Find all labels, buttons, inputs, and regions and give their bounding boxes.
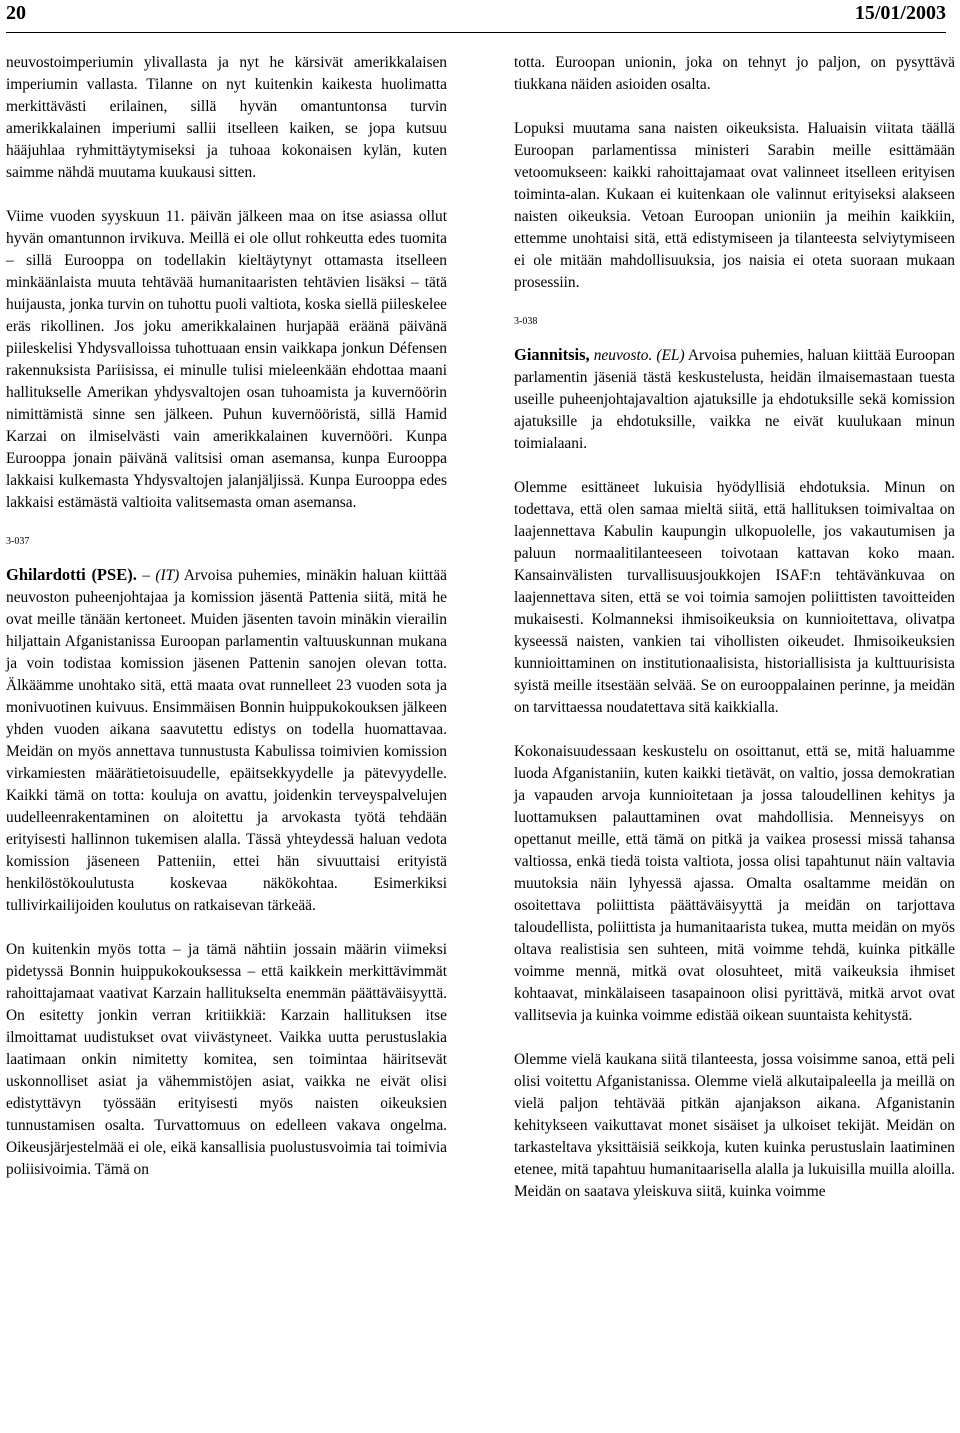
paragraph: Viime vuoden syyskuun 11. päivän jälkeen maa on itse asiassa ollut hyvän omantunnon irvikuva. Meillä ei ole ollut rohkeutta edes tuomita – sillä Eurooppa on todellakin kieltäytynyt ottamasta itselleen minkäänlaista muuta tehtävää humanitaaristen tehtävien lisäksi – tätä huijausta, jonka turvin on tuhottu puoli valtiota, koska siellä piileskelee eräs rikollinen. Jos joku amerikkalainen hurjapää eräänä päivänä piileskelisi Yhdysvalloissa tuhottuaan ensin vaikkapa jonkun Défensen rakennuksista Pariisissa, ei minulle tulisi mieleenkään ehdottaa maani hallitukselle Amerikan yhdysvaltojen osan tuhoamista ja kuvernöörin nimittämistä sinne sen jälkeen. Puhun kuvernööristä, sillä Hamid Karzai on ilmiselvästi vain amerikkalainen kuvernööri. Kunpa Eurooppa jonain päivänä valitsisi oman asemansa, kunpa Eurooppa lakkaisi kulkemasta Yhdysvaltojen jalanjäljissä. Kunpa Eurooppa edes lakkaisi estämästä valtioita valitsemasta oman asemansa. (6, 208, 447, 511)
language-code: (IT) (155, 567, 180, 584)
left-column (6, 52, 447, 1181)
speaker-name: Giannitsis, (514, 345, 590, 364)
right-column (514, 52, 955, 1203)
speech-text: Arvoisa puhemies, minäkin haluan kiittää neuvoston puheenjohtajaa ja komission jäsentä Pattenia siitä, mitä he ovat meille tänään kertoneet. Muiden jäsenten tavoin minäkin vierailin hiljattain Afganistanissa Euroopan parlamentin valtuuskunnan mukana ja voin todistaa komission jäsenen Pattenin sanojen olevan totta. Älkäämme unohtako sitä, että maata ovat runnelleet 23 vuoden sota ja monivuotinen kuivuus. Ensimmäisen Bonnin huippukokouksen jälkeen yhden vuoden aikana saavutettu edistys on todella huomattavaa. Meidän on myös annettava tunnustusta Kabulissa toimivien komission virkamiesten määrätietoisuudelle, epäitsekkyydelle ja pätevyydelle. Kaikki tämä on totta: kouluja on avattu, joidenkin terveyspalvelujen uudelleenrakentaminen on aloitettu ja arvokasta työtä tehdään erityisesti hallinnon tukemisen alalla. Tässä yhteydessä haluan vedota komission jäseneen Patteniin, ettei hän sivuuttaisi erityistä henkilöstökoulutusta koskevaa näkökohtaa. Esimerkiksi tullivirkailijoiden koulutus on ratkaisevan tärkeää. (6, 567, 447, 914)
language-code: (EL) (656, 347, 685, 364)
paragraph: neuvostoimperiumin ylivallasta ja nyt he kärsivät amerikkalaisen imperiumin vallasta. Tilanne on nyt kuitenkin kaikesta huolimatta merkittävästi erilainen, sillä hyvän omantuntonsa turvin amerikkalainen imperiumi sallii itselleen kaiken, se jopa kutsuu hääjuhlaa ryhmittäytymiseksi ja tuhoaa kokonaisen kylän, kuten saimme nähdä muutama kuukausi sitten. (6, 54, 447, 181)
speech-text: Arvoisa puhemies, haluan kiittää Euroopan parlamentin jäseniä tästä keskustelusta, heidän ilmaisemastaan tuesta useille puheenjohtajavaltion ajatuksille ja ehdotuksille sekä komission ajatuksille ja ehdotuksille, vaikka ne eivät kuulukaan minun toimialaani. (514, 347, 955, 452)
page-number: 20 (6, 2, 26, 24)
speech-block: Ghilardotti (PSE). – (IT) Arvoisa puhemies, minäkin haluan kiittää neuvoston puheenjohtajaa ja komission jäsentä Pattenia siitä, mitä he ovat meille tänään kertoneet. Muiden jäsenten tavoin minäkin vierailin hiljattain Afganistanissa Euroopan parlamentin valtuuskunnan mukana ja voin todistaa komission jäsenen Pattenin sanojen olevan totta. Älkäämme unohtako sitä, että maata ovat runnelleet 23 vuoden sota ja monivuotinen kuivuus. Ensimmäisen Bonnin huippukokouksen jälkeen yhden vuoden aikana saavutettu edistys on todella huomattavaa. Meidän on myös annettava tunnustusta Kabulissa toimivien komission virkamiesten määrätietoisuudelle, epäitsekkyydelle ja pätevyydelle. Kaikki tämä on totta: kouluja on avattu, joidenkin terveyspalvelujen uudelleenrakentaminen on aloitettu ja arvokasta työtä tehdään erityisesti hallinnon tukemisen alalla. Tässä yhteydessä haluan vedota komission jäseneen Patteniin, ettei hän sivuuttaisi erityistä henkilöstökoulutusta koskevaa näkökohtaa. Esimerkiksi tullivirkailijoiden koulutus on ratkaisevan tärkeää. (6, 565, 447, 914)
speech-reference: 3-037 (6, 536, 30, 547)
page-header (6, 0, 946, 33)
paragraph: Olemme esittäneet lukuisia hyödyllisiä ehdotuksia. Minun on todettava, että olen samaa mieltä siitä, että hallituksen toimivaltaa on laajennettava Kabulin kaupungin ulkopuolelle, jos vakautumisen ja paluun normaalitilanteeseen toivotaan kattavan koko maan. Kansainvälisten turvallisuusjoukkojen ISAF:n tehtävänkuvaa on laajennettava siten, että se voi toimia samojen poliittisten tavoitteiden mukaisesti. Kolmanneksi ihmisoikeuksia on kunnioitettava, olivatpa kyseessä naisten, vankien tai vihollisten oikeudet. Ihmisoikeuksien kunnioittaminen on institutionaalisista, historiallisista ja kulttuurisista syistä meille itsestään selvää. Se on eurooppalainen perinne, ja meidän on tarvittaessa noudatettava sitä kaikkialla. (514, 479, 955, 716)
paragraph: Kokonaisuudessaan keskustelu on osoittanut, että se, mitä haluamme luoda Afganistaniin, kuten kaikki tietävät, on valtio, jossa demokratian ja vapauden arvoja kunnioitetaan ja jossa taloudellinen kehitys ja luottamuksen palauttaminen ovat mahdollisia. Menneisyys on opettanut meille, että tämä on pitkä ja vaikea prosessi missä tahansa valtiossa, enkä tiedä toista valtiota, jossa olisi tapahtunut näin valtavia muutoksia näin lyhyessä ajassa. Omalta osaltamme meidän on osoitettava poliittista päättäväisyyttä ja meidän on tarjottava taloudellista, poliittista ja humanitaarista tukea, mutta meidän on myös oltava realistisia sen suhteen, mitä voimme tehdä, kuinka pitkälle voimme mennä, mitkä ovat olosuhteet, mitä vaikeuksia ihmiset kohtaavat, minkälaiseen tasapainoon olisi pyrittävä, mitkä arvot ovat vallitsevia ja kuinka voimme edistää oikean suuntaista kehitystä. (514, 743, 955, 1024)
speaker-name: Ghilardotti (PSE). (6, 565, 137, 584)
paragraph: Lopuksi muutama sana naisten oikeuksista. Haluaisin viitata täällä Euroopan parlamentissa ministeri Sarabin meille esittämään vetoomukseen: kaikki rahoittajamaat ovat valinneet itselleen erityisen toiminta-alan. Kukaan ei kuitenkaan ole valinnut erityiseksi alakseen naisten oikeuksia. Vetoan Euroopan unioniin ja meihin kaikkiin, ettemme unohtaisi sitä, että edistymiseen ja tilanteesta selviytymiseen ei ole mitään mahdollisuuksia, jos naisia ei oteta suoraan mukaan prosessiin. (514, 120, 955, 291)
speech-reference: 3-038 (514, 316, 538, 327)
speaker-role: neuvosto. (593, 347, 653, 364)
header-date: 15/01/2003 (854, 2, 946, 24)
speech-block (514, 344, 955, 455)
paragraph: totta. Euroopan unionin, joka on tehnyt jo paljon, on pysyttävä tiukkana näiden asioiden osalta. (514, 54, 955, 93)
paragraph: On kuitenkin myös totta – ja tämä nähtiin jossain määrin viimeksi pidetyssä Bonnin huippukokouksessa – että kaikkein merkittävimmät rahoittajamaat vaativat Karzain hallitukselta enemmän päättäväisyyttä. On esitetty jonkin verran kritiikkiä: Karzain hallituksen itse ilmoittamat uudistukset ovat viivästyneet. Vaikka uutta perustuslakia laatimaan onkin nimitetty komitea, sen toimintaa häiritsevät uskonnolliset asiat ja vähemmistöjen asiat, vaikka ne eivät olisi edistyttävyn työssään erityisesti myös naisten oikeuksien tunnustamisen osalta. Turvattomuus on edelleen vakava ongelma. Oikeusjärjestelmää ei ole, eikä kansallisia puolustusvoimia tai toimivia poliisivoimia. Tämä on (6, 941, 447, 1178)
paragraph: Olemme vielä kaukana siitä tilanteesta, jossa voisimme sanoa, että peli olisi voitettu Afganistanissa. Olemme vielä alkutaipaleella ja meillä on vielä paljon tehtävää pitkän ajanjakson aikana. Afganistanin kehitykseen vaikuttavat monet sisäiset ja ulkoiset tekijät. Meidän on tarkasteltava yksittäisiä seikkoja, kuten kuinka perustuslain laatiminen etenee, mitä tapahtuu humanitaarisella alalla ja lukuisilla muilla aloilla. Meidän on saatava yleiskuva siitä, kuinka voimme (514, 1051, 955, 1200)
